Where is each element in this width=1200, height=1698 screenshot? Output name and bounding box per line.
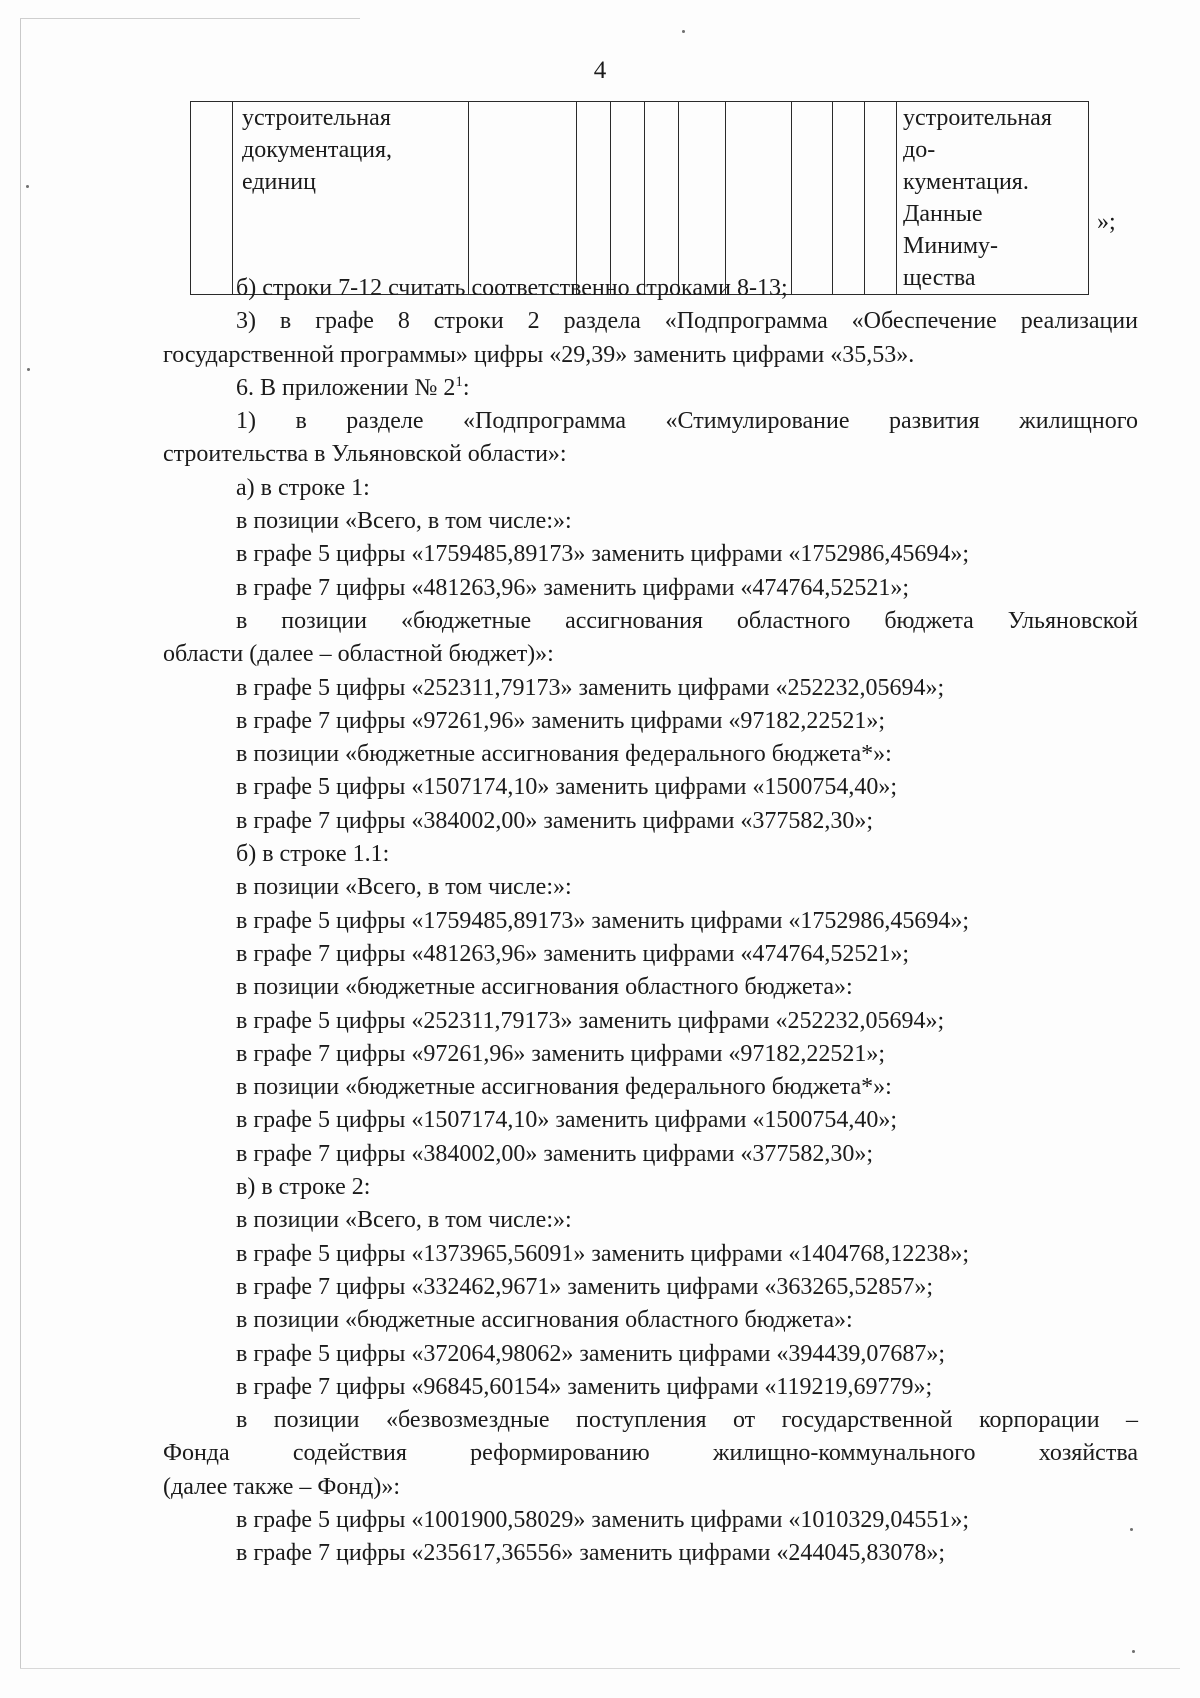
cell-line: единиц	[242, 169, 316, 195]
text-line: в графе 5 цифры «1759485,89173» заменить цифрами «1752986,45694»;	[236, 541, 970, 568]
text-line-appendix	[163, 372, 1138, 405]
text-line: в графе 5 цифры «1373965,56091» заменить цифрами «1404768,12238»;	[236, 1240, 970, 1267]
text-line: в позиции «бюджетные ассигнования областного бюджета»:	[236, 974, 853, 1001]
table-cell-4	[577, 102, 611, 295]
appendix-text: 6. В приложении № 2	[236, 374, 456, 401]
text-line: в графе 5 цифры «1507174,10» заменить цифрами «1500754,40»;	[236, 774, 898, 801]
scan-speck	[26, 185, 29, 188]
text-line: в графе 5 цифры «1759485,89173» заменить цифрами «1752986,45694»;	[236, 907, 970, 934]
text-line: в позиции «бюджетные ассигнования областного бюджета Ульяновской	[236, 607, 1138, 634]
text-line: в графе 7 цифры «384002,00» заменить цифрами «377582,30»;	[236, 1140, 874, 1167]
table-cell-11	[865, 102, 897, 295]
table-cell-6	[645, 102, 679, 295]
text-line: в графе 7 цифры «97261,96» заменить цифрами «97182,22521»;	[236, 1040, 886, 1067]
table-fragment	[190, 101, 1089, 295]
text-line: (далее также – Фонд)»:	[163, 1473, 401, 1500]
text-line: 1) в разделе «Подпрограмма «Стимулирование развития жилищного	[236, 408, 1138, 435]
text-line: в графе 7 цифры «97261,96» заменить цифрами «97182,22521»;	[236, 707, 886, 734]
text-line: а) в строке 1:	[236, 474, 370, 501]
page-number: 4	[593, 57, 607, 84]
table-cell-10	[833, 102, 865, 295]
text-line: в графе 7 цифры «235617,36556» заменить цифрами «244045,83078»;	[236, 1540, 946, 1567]
text-line: в позиции «безвозмездные поступления от государственной корпорации –	[236, 1407, 1138, 1434]
text-line: в графе 7 цифры «384002,00» заменить цифрами «377582,30»;	[236, 807, 874, 834]
text-line: строительства в Ульяновской области»:	[163, 441, 567, 468]
text-line: в позиции «Всего, в том числе:»:	[236, 1207, 572, 1234]
cell-line: Данные Миниму-	[903, 201, 999, 259]
text-line: в графе 7 цифры «96845,60154» заменить цифрами «119219,69779»;	[236, 1373, 933, 1400]
text-line: в позиции «Всего, в том числе:»:	[236, 508, 572, 535]
text-line: в графе 5 цифры «372064,98062» заменить цифрами «394439,07687»;	[236, 1340, 946, 1367]
cell-line: устроительная	[242, 105, 391, 131]
table-cell-source	[897, 102, 1089, 295]
cell-line: кументация.	[903, 169, 1029, 195]
text-line: в графе 5 цифры «252311,79173» заменить цифрами «252232,05694»;	[236, 1007, 945, 1034]
text-line: б) в строке 1.1:	[236, 841, 390, 868]
table-cell-9	[792, 102, 833, 295]
text-line: государственной программы» цифры «29,39» заменить цифрами «35,53».	[163, 341, 915, 368]
text-line: в) в строке 2:	[236, 1174, 371, 1201]
scan-edge-bottom	[20, 1668, 1180, 1669]
table-cell-1	[191, 102, 233, 295]
table-cell-7	[679, 102, 726, 295]
appendix-colon: :	[462, 374, 470, 401]
scan-edge-top	[20, 18, 360, 19]
text-line: в позиции «бюджетные ассигнования областного бюджета»:	[236, 1307, 853, 1334]
text-line: в графе 7 цифры «481263,96» заменить цифрами «474764,52521»;	[236, 940, 910, 967]
text-line: в графе 5 цифры «252311,79173» заменить цифрами «252232,05694»;	[236, 674, 945, 701]
appendix-superscript: 1	[455, 373, 463, 390]
text-line: б) строки 7-12 считать соответственно строками 8-13;	[236, 275, 788, 301]
text-line: Фонда содействия реформированию жилищно-коммунального хозяйства	[163, 1440, 1138, 1467]
table-cell-5	[611, 102, 645, 295]
table-cell-8	[726, 102, 792, 295]
text-line: в графе 5 цифры «1507174,10» заменить цифрами «1500754,40»;	[236, 1107, 898, 1134]
text-line: области (далее – областной бюджет)»:	[163, 641, 554, 668]
table-cell-3	[469, 102, 577, 295]
text-line: в графе 5 цифры «1001900,58029» заменить цифрами «1010329,04551»;	[236, 1506, 970, 1533]
text-line: 3) в графе 8 строки 2 раздела «Подпрограмма «Обеспечение реализации	[236, 308, 1138, 335]
cell-line: щества	[903, 265, 976, 291]
text-line: в графе 7 цифры «332462,9671» заменить цифрами «363265,52857»;	[236, 1273, 934, 1300]
text-line: в позиции «Всего, в том числе:»:	[236, 874, 572, 901]
table-closing-quote: »;	[1097, 209, 1116, 235]
cell-line: документация,	[242, 137, 393, 163]
document-body	[163, 272, 1138, 1571]
scan-speck	[1130, 1528, 1133, 1531]
text-line: в графе 7 цифры «481263,96» заменить цифрами «474764,52521»;	[236, 574, 910, 601]
cell-line: устроительная до-	[903, 105, 1052, 163]
text-line: в позиции «бюджетные ассигнования федерального бюджета*»:	[236, 1074, 892, 1101]
scan-speck	[682, 30, 685, 33]
scan-speck	[1132, 1650, 1135, 1653]
scan-speck	[27, 368, 30, 371]
scan-edge-left	[20, 18, 21, 1668]
table-cell-indicator	[233, 102, 469, 295]
text-line: в позиции «бюджетные ассигнования федерального бюджета*»:	[236, 741, 892, 768]
